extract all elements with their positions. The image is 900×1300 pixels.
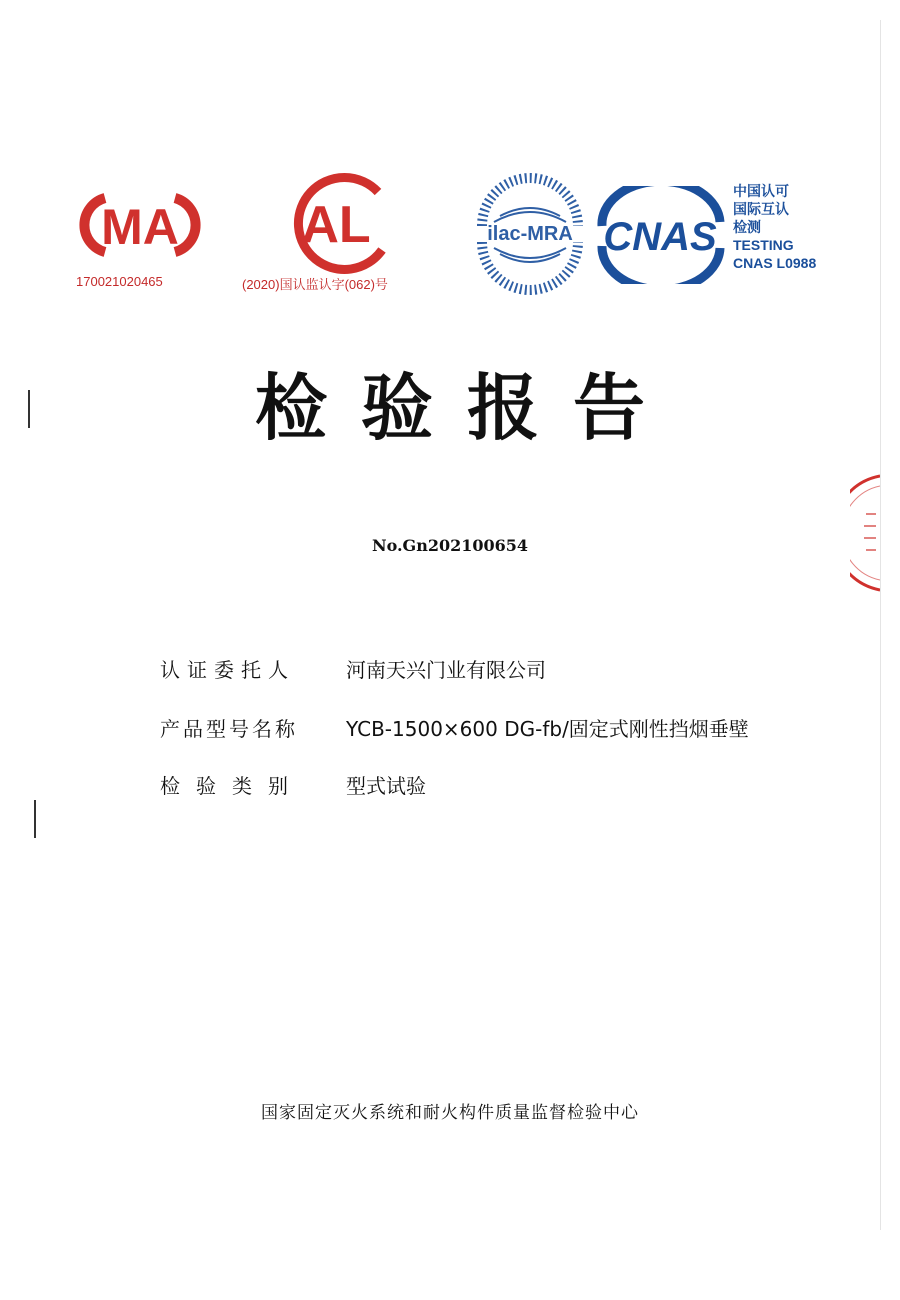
binder-mark-bottom (34, 800, 36, 838)
info-row-product (160, 713, 749, 742)
seal-fragment (850, 470, 880, 596)
info-row-category (160, 770, 426, 799)
info-label: 产品型号名称 (160, 717, 298, 741)
cnas-logo-text: CNAS (603, 215, 717, 259)
cma-logo (75, 192, 205, 258)
issuing-organization: 国家固定灭火系统和耐火构件质量监督检验中心 (261, 1103, 639, 1123)
cal-logo (278, 168, 398, 274)
info-label: 认证委托人 (160, 658, 295, 682)
info-value: 型式试验 (346, 774, 426, 798)
info-row-client (160, 654, 546, 683)
cma-logo-text: MA (101, 199, 179, 255)
cnas-line-3: 检测 (733, 219, 761, 235)
ilac-logo-text: ilac-MRA (487, 223, 573, 245)
cal-license: (2020)国认监认字(062)号 (242, 277, 388, 292)
cnas-side-text (733, 182, 816, 272)
cnas-logo (592, 186, 732, 284)
info-label: 检验类别 (160, 774, 304, 798)
info-value: YCB-1500×600 DG-fb/固定式刚性挡烟垂壁 (346, 717, 749, 741)
cnas-line-5: CNAS L0988 (733, 255, 817, 271)
cnas-line-1: 中国认可 (733, 183, 789, 199)
info-value: 河南天兴门业有限公司 (346, 658, 546, 682)
cma-number: 170021020465 (76, 274, 163, 289)
cnas-line-2: 国际互认 (733, 201, 789, 217)
report-title: 检验报告 (254, 366, 679, 450)
cal-logo-text: AL (301, 196, 371, 254)
cnas-line-4: TESTING (733, 237, 794, 253)
report-number: No.Gn202100654 (371, 536, 529, 555)
page-edge (880, 20, 881, 1230)
ilac-mra-logo (460, 172, 600, 296)
